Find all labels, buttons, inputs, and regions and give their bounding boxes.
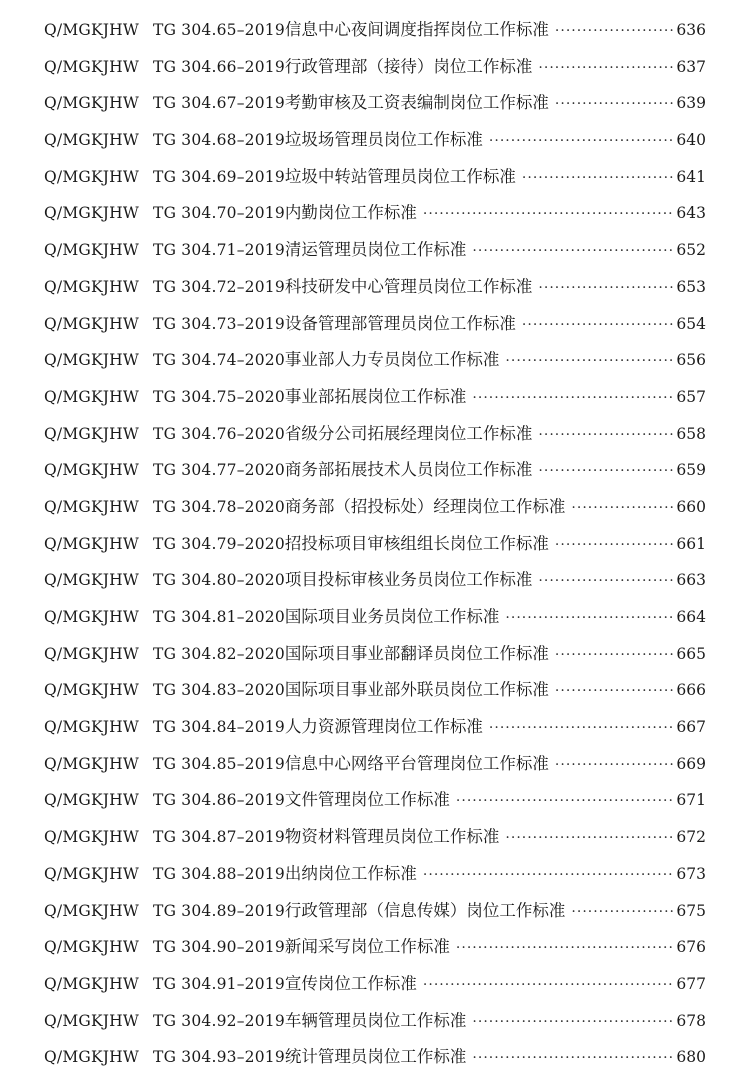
toc-dot-leader xyxy=(538,573,674,589)
toc-entry-page: 653 xyxy=(676,277,706,296)
toc-entry[interactable] xyxy=(44,273,706,310)
toc-entry-prefix: Q/MGKJHW xyxy=(44,131,140,150)
toc-entry-page: 675 xyxy=(676,901,706,920)
toc-dot-leader xyxy=(456,793,674,809)
toc-entry-standard-number: TG 304.82–2020 xyxy=(153,644,285,663)
toc-entry-page: 664 xyxy=(676,608,706,626)
toc-entry-prefix: Q/MGKJHW xyxy=(44,864,140,883)
toc-entry-code xyxy=(44,938,285,956)
toc-entry-title: 商务部拓展技术人员岗位工作标准 xyxy=(284,460,533,480)
toc-entry-title: 项目投标审核业务员岗位工作标准 xyxy=(284,570,533,590)
toc-entry[interactable] xyxy=(44,640,706,677)
toc-entry-page: 643 xyxy=(676,204,706,223)
toc-entry[interactable] xyxy=(44,786,706,823)
toc-entry-code xyxy=(44,388,285,406)
toc-entry-code xyxy=(44,1048,285,1066)
toc-entry-page: 667 xyxy=(676,718,706,737)
toc-entry-title: 垃圾场管理员岗位工作标准 xyxy=(284,130,483,150)
toc-entry-title: 考勤审核及工资表编制岗位工作标准 xyxy=(284,93,549,113)
toc-entry-page: 676 xyxy=(676,938,706,957)
toc-entry-standard-number: TG 304.88–2019 xyxy=(153,864,285,883)
toc-entry[interactable] xyxy=(44,199,706,236)
toc-entry-page: 669 xyxy=(676,754,706,773)
toc-entry-standard-number: TG 304.90–2019 xyxy=(153,938,285,957)
toc-dot-leader xyxy=(505,830,674,846)
toc-entry[interactable] xyxy=(44,383,706,420)
toc-dot-leader xyxy=(555,23,674,39)
toc-entry-title: 省级分公司拓展经理岗位工作标准 xyxy=(284,423,533,443)
toc-entry-code xyxy=(44,902,285,920)
toc-entry-page: 654 xyxy=(676,314,706,333)
toc-entry-title: 信息中心夜间调度指挥岗位工作标准 xyxy=(284,20,549,39)
toc-entry-standard-number: TG 304.75–2020 xyxy=(153,387,285,406)
toc-entry-page: 660 xyxy=(676,497,706,516)
toc-dot-leader xyxy=(571,904,674,920)
toc-entry-prefix: Q/MGKJHW xyxy=(44,938,140,957)
toc-entry-code xyxy=(44,535,285,553)
toc-entry-code xyxy=(44,791,285,809)
toc-entry-prefix: Q/MGKJHW xyxy=(44,681,140,700)
toc-dot-leader xyxy=(555,757,674,773)
toc-entry-standard-number: TG 304.71–2019 xyxy=(153,241,285,260)
toc-entry-code xyxy=(44,1012,285,1030)
toc-entry-prefix: Q/MGKJHW xyxy=(44,387,140,406)
toc-entry-code xyxy=(44,608,285,626)
toc-entry-code xyxy=(44,718,285,736)
toc-entry-prefix: Q/MGKJHW xyxy=(44,314,140,333)
toc-entry-prefix: Q/MGKJHW xyxy=(44,1048,140,1067)
toc-dot-leader xyxy=(538,280,674,296)
toc-dot-leader xyxy=(489,720,674,736)
toc-entry[interactable] xyxy=(44,89,706,126)
toc-entry-code xyxy=(44,168,285,186)
toc-entry-page: 673 xyxy=(676,864,706,883)
toc-entry-standard-number: TG 304.83–2020 xyxy=(153,681,285,700)
toc-entry-prefix: Q/MGKJHW xyxy=(44,351,140,370)
toc-entry-title: 设备管理部管理员岗位工作标准 xyxy=(284,313,516,333)
toc-entry[interactable] xyxy=(44,823,706,860)
toc-entry-code xyxy=(44,681,285,699)
toc-entry-standard-number: TG 304.91–2019 xyxy=(153,974,285,993)
toc-entry-prefix: Q/MGKJHW xyxy=(44,94,140,113)
toc-entry-prefix: Q/MGKJHW xyxy=(44,571,140,590)
toc-entry-prefix: Q/MGKJHW xyxy=(44,754,140,773)
toc-entry-page: 652 xyxy=(676,241,706,260)
toc-entry[interactable] xyxy=(44,163,706,200)
toc-entry-code xyxy=(44,425,285,443)
toc-entry-code xyxy=(44,571,285,589)
toc-entry-title: 国际项目事业部翻译员岗位工作标准 xyxy=(284,643,549,663)
toc-entry-page: 666 xyxy=(676,681,706,700)
toc-entry-code xyxy=(44,351,285,369)
toc-entry-code xyxy=(44,645,285,663)
toc-entry[interactable] xyxy=(44,676,706,713)
toc-entry[interactable] xyxy=(44,236,706,273)
toc-entry-prefix: Q/MGKJHW xyxy=(44,974,140,993)
toc-entry-code xyxy=(44,21,285,39)
toc-entry-standard-number: TG 304.73–2019 xyxy=(153,314,285,333)
toc-entry-page: 637 xyxy=(676,57,706,76)
toc-entry-standard-number: TG 304.70–2019 xyxy=(153,204,285,223)
toc-entry[interactable] xyxy=(44,346,706,383)
toc-entry-code xyxy=(44,828,285,846)
toc-entry-standard-number: TG 304.87–2019 xyxy=(153,828,285,847)
toc-dot-leader xyxy=(489,133,674,149)
toc-entry-prefix: Q/MGKJHW xyxy=(44,828,140,847)
toc-entry[interactable] xyxy=(44,1043,706,1080)
toc-entry-page: 636 xyxy=(676,21,706,39)
toc-entry[interactable] xyxy=(44,860,706,897)
toc-entry-prefix: Q/MGKJHW xyxy=(44,901,140,920)
toc-entry-page: 678 xyxy=(676,1011,706,1030)
toc-entry-standard-number: TG 304.65–2019 xyxy=(153,21,285,39)
toc-entry-title: 统计管理员岗位工作标准 xyxy=(284,1047,467,1067)
toc-dot-leader xyxy=(505,610,674,626)
toc-entry-title: 信息中心网络平台管理岗位工作标准 xyxy=(284,753,549,773)
toc-entry-page: 672 xyxy=(676,828,706,847)
toc-entry-page: 680 xyxy=(676,1048,706,1067)
toc-entry-code xyxy=(44,58,285,76)
toc-entry-page: 657 xyxy=(676,387,706,406)
toc-entry-title: 新闻采写岗位工作标准 xyxy=(284,937,450,957)
toc-entry-page: 656 xyxy=(676,351,706,370)
toc-entry[interactable] xyxy=(44,16,706,53)
toc-entry[interactable] xyxy=(44,897,706,934)
toc-entry[interactable] xyxy=(44,933,706,970)
toc-entry-prefix: Q/MGKJHW xyxy=(44,277,140,296)
toc-entry-title: 内勤岗位工作标准 xyxy=(284,203,417,223)
toc-entry-standard-number: TG 304.78–2020 xyxy=(153,497,285,516)
toc-entry[interactable] xyxy=(44,53,706,90)
toc-entry[interactable] xyxy=(44,530,706,567)
toc-entry[interactable] xyxy=(44,566,706,603)
toc-entry-code xyxy=(44,865,285,883)
toc-entry-standard-number: TG 304.72–2019 xyxy=(153,277,285,296)
toc-dot-leader xyxy=(423,977,674,993)
toc-entry-title: 垃圾中转站管理员岗位工作标准 xyxy=(284,166,516,186)
toc-entry-standard-number: TG 304.66–2019 xyxy=(153,57,285,76)
toc-entry-prefix: Q/MGKJHW xyxy=(44,534,140,553)
toc-entry-title: 商务部（招投标处）经理岗位工作标准 xyxy=(284,496,566,516)
toc-entry-page: 640 xyxy=(676,131,706,150)
toc-entry-title: 科技研发中心管理员岗位工作标准 xyxy=(284,276,533,296)
toc-entry-title: 招投标项目审核组组长岗位工作标准 xyxy=(284,533,549,553)
toc-entry-title: 人力资源管理岗位工作标准 xyxy=(284,717,483,737)
toc-dot-leader xyxy=(505,353,674,369)
toc-entry[interactable] xyxy=(44,310,706,347)
toc-entry-prefix: Q/MGKJHW xyxy=(44,791,140,810)
toc-entry-standard-number: TG 304.77–2020 xyxy=(153,461,285,480)
toc-entry-page: 658 xyxy=(676,424,706,443)
toc-entry-prefix: Q/MGKJHW xyxy=(44,57,140,76)
toc-entry-standard-number: TG 304.67–2019 xyxy=(153,94,285,113)
toc-entry-page: 641 xyxy=(676,167,706,186)
toc-dot-leader xyxy=(555,683,674,699)
toc-entry-page: 659 xyxy=(676,461,706,480)
toc-entry-standard-number: TG 304.68–2019 xyxy=(153,131,285,150)
toc-entry-code xyxy=(44,461,285,479)
toc-entry-title: 行政管理部（接待）岗位工作标准 xyxy=(284,56,533,76)
toc-entry-code xyxy=(44,131,285,149)
toc-dot-leader xyxy=(423,867,674,883)
toc-entry-title: 文件管理岗位工作标准 xyxy=(284,790,450,810)
toc-dot-leader xyxy=(472,390,674,406)
toc-entry[interactable] xyxy=(44,126,706,163)
toc-entry[interactable] xyxy=(44,1007,706,1044)
toc-dot-leader xyxy=(538,60,674,76)
toc-entry[interactable] xyxy=(44,713,706,750)
toc-entry-page: 665 xyxy=(676,644,706,663)
toc-entry-title: 事业部拓展岗位工作标准 xyxy=(284,386,467,406)
toc-dot-leader xyxy=(555,96,674,112)
toc-entry-title: 物资材料管理员岗位工作标准 xyxy=(284,827,500,847)
toc-entry[interactable] xyxy=(44,603,706,640)
toc-entry-page: 661 xyxy=(676,534,706,553)
toc-entry-standard-number: TG 304.76–2020 xyxy=(153,424,285,443)
toc-entry-standard-number: TG 304.93–2019 xyxy=(153,1048,285,1067)
toc-entry[interactable] xyxy=(44,420,706,457)
toc-entry-code xyxy=(44,975,285,993)
toc-dot-leader xyxy=(538,427,674,443)
toc-entry-standard-number: TG 304.74–2020 xyxy=(153,351,285,370)
toc-entry-title: 出纳岗位工作标准 xyxy=(284,863,417,883)
toc-entry[interactable] xyxy=(44,456,706,493)
toc-entry-prefix: Q/MGKJHW xyxy=(44,424,140,443)
toc-entry-title: 宣传岗位工作标准 xyxy=(284,973,417,993)
toc-entry-page: 639 xyxy=(676,94,706,113)
toc-entry-page: 663 xyxy=(676,571,706,590)
toc-entry-standard-number: TG 304.80–2020 xyxy=(153,571,285,590)
toc-entry[interactable] xyxy=(44,750,706,787)
toc-entry-standard-number: TG 304.85–2019 xyxy=(153,754,285,773)
toc-entry-title: 事业部人力专员岗位工作标准 xyxy=(284,350,500,370)
toc-entry-code xyxy=(44,498,285,516)
toc-entry-prefix: Q/MGKJHW xyxy=(44,718,140,737)
toc-entry-prefix: Q/MGKJHW xyxy=(44,497,140,516)
toc-entry-prefix: Q/MGKJHW xyxy=(44,461,140,480)
toc-entry-prefix: Q/MGKJHW xyxy=(44,167,140,186)
toc-dot-leader xyxy=(472,243,674,259)
toc-entry-page: 671 xyxy=(676,791,706,810)
toc-entry-code xyxy=(44,755,285,773)
toc-entry-standard-number: TG 304.92–2019 xyxy=(153,1011,285,1030)
toc-entry-code xyxy=(44,241,285,259)
toc-entry-title: 行政管理部（信息传媒）岗位工作标准 xyxy=(284,900,566,920)
toc-entry-standard-number: TG 304.84–2019 xyxy=(153,718,285,737)
toc-dot-leader xyxy=(538,463,674,479)
toc-entry-code xyxy=(44,204,285,222)
toc-entry-standard-number: TG 304.79–2020 xyxy=(153,534,285,553)
toc-entry-title: 国际项目业务员岗位工作标准 xyxy=(284,607,500,626)
toc-entry-title: 清运管理员岗位工作标准 xyxy=(284,240,467,260)
toc-entry-prefix: Q/MGKJHW xyxy=(44,204,140,223)
toc-dot-leader xyxy=(555,537,674,553)
table-of-contents xyxy=(44,16,706,1080)
toc-entry-prefix: Q/MGKJHW xyxy=(44,608,140,626)
toc-entry-code xyxy=(44,315,285,333)
toc-dot-leader xyxy=(522,317,674,333)
toc-entry-standard-number: TG 304.69–2019 xyxy=(153,167,285,186)
toc-entry-title: 国际项目事业部外联员岗位工作标准 xyxy=(284,680,549,700)
toc-entry-standard-number: TG 304.81–2020 xyxy=(153,608,285,626)
toc-entry-title: 车辆管理员岗位工作标准 xyxy=(284,1010,467,1030)
toc-entry-code xyxy=(44,94,285,112)
toc-entry-prefix: Q/MGKJHW xyxy=(44,21,140,39)
toc-entry-standard-number: TG 304.89–2019 xyxy=(153,901,285,920)
toc-dot-leader xyxy=(423,206,674,222)
toc-dot-leader xyxy=(472,1050,674,1066)
toc-dot-leader xyxy=(456,940,674,956)
toc-dot-leader xyxy=(555,647,674,663)
toc-entry-code xyxy=(44,278,285,296)
toc-entry-prefix: Q/MGKJHW xyxy=(44,644,140,663)
toc-entry-prefix: Q/MGKJHW xyxy=(44,241,140,260)
toc-entry-standard-number: TG 304.86–2019 xyxy=(153,791,285,810)
toc-entry-prefix: Q/MGKJHW xyxy=(44,1011,140,1030)
toc-entry-page: 677 xyxy=(676,974,706,993)
toc-entry[interactable] xyxy=(44,493,706,530)
toc-dot-leader xyxy=(472,1014,674,1030)
toc-entry[interactable] xyxy=(44,970,706,1007)
toc-dot-leader xyxy=(571,500,674,516)
toc-dot-leader xyxy=(522,170,674,186)
